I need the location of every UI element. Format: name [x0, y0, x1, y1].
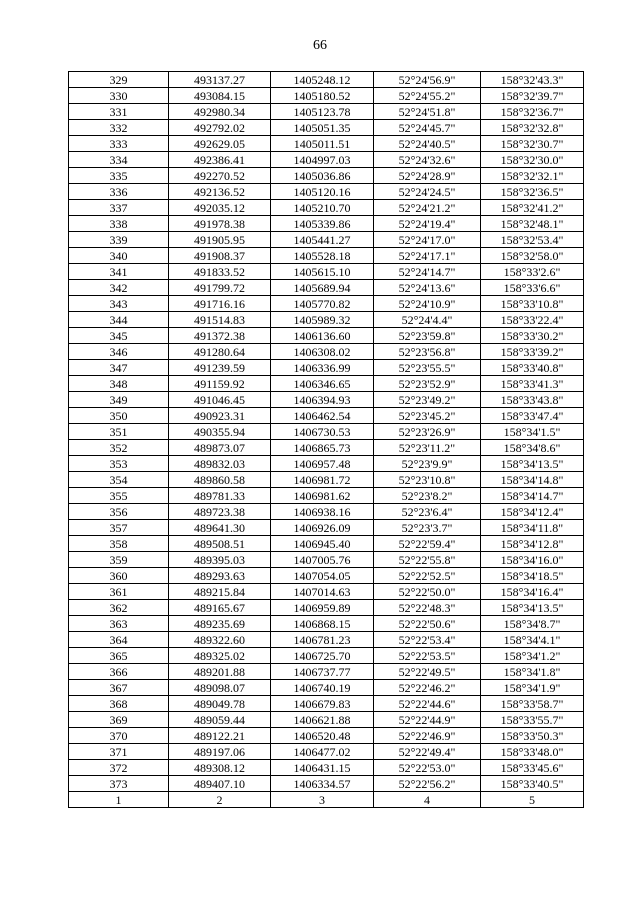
table-row [69, 712, 584, 728]
x-coordinate-cell: 492035.12 [169, 200, 271, 216]
table-row [69, 120, 584, 136]
latitude-cell: 52°22'44.6" [374, 696, 481, 712]
table-row [69, 104, 584, 120]
table-row [69, 616, 584, 632]
x-coordinate-cell: 489641.30 [169, 520, 271, 536]
latitude-cell: 52°23'52.9" [374, 376, 481, 392]
x-coordinate-cell: 491514.83 [169, 312, 271, 328]
table-row [69, 424, 584, 440]
table-row [69, 456, 584, 472]
table-row [69, 504, 584, 520]
point-number-cell: 369 [69, 712, 169, 728]
point-number-cell: 334 [69, 152, 169, 168]
y-coordinate-cell: 1406520.48 [271, 728, 374, 744]
y-coordinate-cell: 1407005.76 [271, 552, 374, 568]
table-row [69, 360, 584, 376]
x-coordinate-cell: 491046.45 [169, 392, 271, 408]
table-row [69, 72, 584, 88]
x-coordinate-cell: 491908.37 [169, 248, 271, 264]
x-coordinate-cell: 491799.72 [169, 280, 271, 296]
table-row [69, 200, 584, 216]
coordinates-table [68, 71, 584, 808]
x-coordinate-cell: 489049.78 [169, 696, 271, 712]
y-coordinate-cell: 1406868.15 [271, 616, 374, 632]
table-row [69, 136, 584, 152]
latitude-cell: 52°23'9.9" [374, 456, 481, 472]
longitude-cell: 158°34'1.5" [481, 424, 584, 440]
longitude-cell: 158°33'22.4" [481, 312, 584, 328]
table-row [69, 488, 584, 504]
point-number-cell: 340 [69, 248, 169, 264]
latitude-cell: 52°24'28.9" [374, 168, 481, 184]
latitude-cell: 52°23'6.4" [374, 504, 481, 520]
longitude-cell: 158°33'41.3" [481, 376, 584, 392]
table-row [69, 296, 584, 312]
point-number-cell: 362 [69, 600, 169, 616]
longitude-cell: 158°32'36.7" [481, 104, 584, 120]
longitude-cell: 158°33'2.6" [481, 264, 584, 280]
point-number-cell: 338 [69, 216, 169, 232]
point-number-cell: 351 [69, 424, 169, 440]
y-coordinate-cell: 1406334.57 [271, 776, 374, 792]
y-coordinate-cell: 1405615.10 [271, 264, 374, 280]
table-row [69, 584, 584, 600]
y-coordinate-cell: 1406621.88 [271, 712, 374, 728]
latitude-cell: 52°22'46.2" [374, 680, 481, 696]
latitude-cell: 52°24'40.5" [374, 136, 481, 152]
y-coordinate-cell: 1406959.89 [271, 600, 374, 616]
longitude-cell: 158°32'32.1" [481, 168, 584, 184]
y-coordinate-cell: 1405180.52 [271, 88, 374, 104]
y-coordinate-cell: 1405989.32 [271, 312, 374, 328]
longitude-cell: 158°33'50.3" [481, 728, 584, 744]
table-row [69, 696, 584, 712]
y-coordinate-cell: 1406394.93 [271, 392, 374, 408]
y-coordinate-cell: 1405051.35 [271, 120, 374, 136]
latitude-cell: 52°22'53.4" [374, 632, 481, 648]
x-coordinate-cell: 491833.52 [169, 264, 271, 280]
latitude-cell: 52°24'19.4" [374, 216, 481, 232]
latitude-cell: 52°22'46.9" [374, 728, 481, 744]
x-coordinate-cell: 492386.41 [169, 152, 271, 168]
x-coordinate-cell: 489781.33 [169, 488, 271, 504]
x-coordinate-cell: 489235.69 [169, 616, 271, 632]
table-body [69, 72, 584, 792]
point-number-cell: 350 [69, 408, 169, 424]
longitude-cell: 158°33'40.5" [481, 776, 584, 792]
y-coordinate-cell: 1406740.19 [271, 680, 374, 696]
x-coordinate-cell: 489723.38 [169, 504, 271, 520]
table-row [69, 776, 584, 792]
longitude-cell: 158°34'14.7" [481, 488, 584, 504]
latitude-cell: 52°23'49.2" [374, 392, 481, 408]
latitude-cell: 52°23'11.2" [374, 440, 481, 456]
y-coordinate-cell: 1406477.02 [271, 744, 374, 760]
y-coordinate-cell: 1405339.86 [271, 216, 374, 232]
point-number-cell: 331 [69, 104, 169, 120]
point-number-cell: 370 [69, 728, 169, 744]
x-coordinate-cell: 493137.27 [169, 72, 271, 88]
y-coordinate-cell: 1406938.16 [271, 504, 374, 520]
column-number-cell: 2 [169, 792, 271, 808]
table-row [69, 568, 584, 584]
point-number-cell: 336 [69, 184, 169, 200]
column-number-row [69, 792, 584, 808]
table-row [69, 664, 584, 680]
y-coordinate-cell: 1405036.86 [271, 168, 374, 184]
latitude-cell: 52°23'45.2" [374, 408, 481, 424]
longitude-cell: 158°32'48.1" [481, 216, 584, 232]
x-coordinate-cell: 491239.59 [169, 360, 271, 376]
latitude-cell: 52°23'59.8" [374, 328, 481, 344]
table-row [69, 248, 584, 264]
y-coordinate-cell: 1405528.18 [271, 248, 374, 264]
point-number-cell: 341 [69, 264, 169, 280]
longitude-cell: 158°34'8.6" [481, 440, 584, 456]
y-coordinate-cell: 1406865.73 [271, 440, 374, 456]
latitude-cell: 52°24'32.6" [374, 152, 481, 168]
longitude-cell: 158°34'16.4" [481, 584, 584, 600]
longitude-cell: 158°33'40.8" [481, 360, 584, 376]
longitude-cell: 158°33'45.6" [481, 760, 584, 776]
longitude-cell: 158°33'39.2" [481, 344, 584, 360]
point-number-cell: 332 [69, 120, 169, 136]
x-coordinate-cell: 492980.34 [169, 104, 271, 120]
point-number-cell: 365 [69, 648, 169, 664]
latitude-cell: 52°24'14.7" [374, 264, 481, 280]
table-row [69, 184, 584, 200]
y-coordinate-cell: 1406957.48 [271, 456, 374, 472]
x-coordinate-cell: 489293.63 [169, 568, 271, 584]
longitude-cell: 158°32'58.0" [481, 248, 584, 264]
x-coordinate-cell: 489197.06 [169, 744, 271, 760]
point-number-cell: 349 [69, 392, 169, 408]
point-number-cell: 343 [69, 296, 169, 312]
longitude-cell: 158°34'18.5" [481, 568, 584, 584]
point-number-cell: 355 [69, 488, 169, 504]
longitude-cell: 158°34'8.7" [481, 616, 584, 632]
longitude-cell: 158°33'55.7" [481, 712, 584, 728]
x-coordinate-cell: 491159.92 [169, 376, 271, 392]
table-row [69, 472, 584, 488]
x-coordinate-cell: 491716.16 [169, 296, 271, 312]
longitude-cell: 158°34'16.0" [481, 552, 584, 568]
x-coordinate-cell: 489395.03 [169, 552, 271, 568]
x-coordinate-cell: 489165.67 [169, 600, 271, 616]
latitude-cell: 52°24'13.6" [374, 280, 481, 296]
latitude-cell: 52°22'50.0" [374, 584, 481, 600]
point-number-cell: 339 [69, 232, 169, 248]
point-number-cell: 363 [69, 616, 169, 632]
x-coordinate-cell: 491372.38 [169, 328, 271, 344]
x-coordinate-cell: 489201.88 [169, 664, 271, 680]
latitude-cell: 52°22'44.9" [374, 712, 481, 728]
y-coordinate-cell: 1406737.77 [271, 664, 374, 680]
point-number-cell: 337 [69, 200, 169, 216]
y-coordinate-cell: 1406336.99 [271, 360, 374, 376]
y-coordinate-cell: 1406981.62 [271, 488, 374, 504]
point-number-cell: 342 [69, 280, 169, 296]
y-coordinate-cell: 1405689.94 [271, 280, 374, 296]
x-coordinate-cell: 489873.07 [169, 440, 271, 456]
point-number-cell: 346 [69, 344, 169, 360]
column-number-cell: 4 [374, 792, 481, 808]
longitude-cell: 158°34'11.8" [481, 520, 584, 536]
y-coordinate-cell: 1405248.12 [271, 72, 374, 88]
y-coordinate-cell: 1406926.09 [271, 520, 374, 536]
y-coordinate-cell: 1406308.02 [271, 344, 374, 360]
table-row [69, 152, 584, 168]
longitude-cell: 158°34'1.8" [481, 664, 584, 680]
latitude-cell: 52°24'17.0" [374, 232, 481, 248]
y-coordinate-cell: 1406781.23 [271, 632, 374, 648]
point-number-cell: 348 [69, 376, 169, 392]
latitude-cell: 52°22'56.2" [374, 776, 481, 792]
point-number-cell: 371 [69, 744, 169, 760]
y-coordinate-cell: 1404997.03 [271, 152, 374, 168]
table-row [69, 632, 584, 648]
latitude-cell: 52°22'49.4" [374, 744, 481, 760]
latitude-cell: 52°22'49.5" [374, 664, 481, 680]
point-number-cell: 357 [69, 520, 169, 536]
table-row [69, 520, 584, 536]
x-coordinate-cell: 489122.21 [169, 728, 271, 744]
table-row [69, 232, 584, 248]
point-number-cell: 347 [69, 360, 169, 376]
x-coordinate-cell: 489308.12 [169, 760, 271, 776]
longitude-cell: 158°33'10.8" [481, 296, 584, 312]
table-row [69, 376, 584, 392]
longitude-cell: 158°33'48.0" [481, 744, 584, 760]
latitude-cell: 52°22'55.8" [374, 552, 481, 568]
table-row [69, 440, 584, 456]
longitude-cell: 158°32'30.0" [481, 152, 584, 168]
y-coordinate-cell: 1405770.82 [271, 296, 374, 312]
latitude-cell: 52°24'17.1" [374, 248, 481, 264]
table-row [69, 600, 584, 616]
point-number-cell: 372 [69, 760, 169, 776]
table-row [69, 216, 584, 232]
x-coordinate-cell: 489832.03 [169, 456, 271, 472]
latitude-cell: 52°24'10.9" [374, 296, 481, 312]
table-row [69, 536, 584, 552]
x-coordinate-cell: 492792.02 [169, 120, 271, 136]
y-coordinate-cell: 1407014.63 [271, 584, 374, 600]
longitude-cell: 158°34'1.2" [481, 648, 584, 664]
x-coordinate-cell: 489325.02 [169, 648, 271, 664]
x-coordinate-cell: 489059.44 [169, 712, 271, 728]
latitude-cell: 52°22'50.6" [374, 616, 481, 632]
table-row [69, 88, 584, 104]
point-number-cell: 354 [69, 472, 169, 488]
y-coordinate-cell: 1405210.70 [271, 200, 374, 216]
longitude-cell: 158°32'30.7" [481, 136, 584, 152]
point-number-cell: 345 [69, 328, 169, 344]
table-row [69, 168, 584, 184]
point-number-cell: 373 [69, 776, 169, 792]
page-number: 66 [313, 38, 327, 53]
table-row [69, 728, 584, 744]
longitude-cell: 158°34'12.4" [481, 504, 584, 520]
longitude-cell: 158°32'32.8" [481, 120, 584, 136]
latitude-cell: 52°23'10.8" [374, 472, 481, 488]
y-coordinate-cell: 1406945.40 [271, 536, 374, 552]
x-coordinate-cell: 491978.38 [169, 216, 271, 232]
point-number-cell: 367 [69, 680, 169, 696]
latitude-cell: 52°23'8.2" [374, 488, 481, 504]
point-number-cell: 352 [69, 440, 169, 456]
x-coordinate-cell: 491280.64 [169, 344, 271, 360]
latitude-cell: 52°22'48.3" [374, 600, 481, 616]
point-number-cell: 330 [69, 88, 169, 104]
table-row [69, 344, 584, 360]
x-coordinate-cell: 490355.94 [169, 424, 271, 440]
table-row [69, 648, 584, 664]
x-coordinate-cell: 489322.60 [169, 632, 271, 648]
point-number-cell: 329 [69, 72, 169, 88]
x-coordinate-cell: 489860.58 [169, 472, 271, 488]
longitude-cell: 158°33'30.2" [481, 328, 584, 344]
point-number-cell: 353 [69, 456, 169, 472]
longitude-cell: 158°34'13.5" [481, 456, 584, 472]
latitude-cell: 52°22'53.5" [374, 648, 481, 664]
point-number-cell: 344 [69, 312, 169, 328]
longitude-cell: 158°32'41.2" [481, 200, 584, 216]
latitude-cell: 52°24'4.4" [374, 312, 481, 328]
longitude-cell: 158°33'58.7" [481, 696, 584, 712]
table-row [69, 744, 584, 760]
longitude-cell: 158°33'43.8" [481, 392, 584, 408]
latitude-cell: 52°24'45.7" [374, 120, 481, 136]
latitude-cell: 52°22'59.4" [374, 536, 481, 552]
table-row [69, 392, 584, 408]
longitude-cell: 158°34'13.5" [481, 600, 584, 616]
latitude-cell: 52°24'21.2" [374, 200, 481, 216]
x-coordinate-cell: 492136.52 [169, 184, 271, 200]
point-number-cell: 335 [69, 168, 169, 184]
table-row [69, 680, 584, 696]
x-coordinate-cell: 489407.10 [169, 776, 271, 792]
column-number-cell: 3 [271, 792, 374, 808]
point-number-cell: 356 [69, 504, 169, 520]
point-number-cell: 361 [69, 584, 169, 600]
y-coordinate-cell: 1406462.54 [271, 408, 374, 424]
table-row [69, 280, 584, 296]
point-number-cell: 333 [69, 136, 169, 152]
longitude-cell: 158°32'43.3" [481, 72, 584, 88]
latitude-cell: 52°24'56.9" [374, 72, 481, 88]
x-coordinate-cell: 491905.95 [169, 232, 271, 248]
table-row [69, 760, 584, 776]
longitude-cell: 158°33'6.6" [481, 280, 584, 296]
point-number-cell: 359 [69, 552, 169, 568]
table-row [69, 328, 584, 344]
y-coordinate-cell: 1405011.51 [271, 136, 374, 152]
y-coordinate-cell: 1407054.05 [271, 568, 374, 584]
longitude-cell: 158°34'14.8" [481, 472, 584, 488]
latitude-cell: 52°23'3.7" [374, 520, 481, 536]
column-number-cell: 1 [69, 792, 169, 808]
y-coordinate-cell: 1406346.65 [271, 376, 374, 392]
y-coordinate-cell: 1406679.83 [271, 696, 374, 712]
latitude-cell: 52°23'56.8" [374, 344, 481, 360]
x-coordinate-cell: 489215.84 [169, 584, 271, 600]
point-number-cell: 368 [69, 696, 169, 712]
longitude-cell: 158°34'12.8" [481, 536, 584, 552]
table-row [69, 312, 584, 328]
y-coordinate-cell: 1406431.15 [271, 760, 374, 776]
column-number-cell: 5 [481, 792, 584, 808]
x-coordinate-cell: 489508.51 [169, 536, 271, 552]
y-coordinate-cell: 1405123.78 [271, 104, 374, 120]
table-row [69, 408, 584, 424]
latitude-cell: 52°24'55.2" [374, 88, 481, 104]
point-number-cell: 364 [69, 632, 169, 648]
longitude-cell: 158°34'1.9" [481, 680, 584, 696]
y-coordinate-cell: 1406730.53 [271, 424, 374, 440]
point-number-cell: 358 [69, 536, 169, 552]
latitude-cell: 52°24'51.8" [374, 104, 481, 120]
latitude-cell: 52°23'26.9" [374, 424, 481, 440]
y-coordinate-cell: 1405120.16 [271, 184, 374, 200]
y-coordinate-cell: 1406136.60 [271, 328, 374, 344]
x-coordinate-cell: 492629.05 [169, 136, 271, 152]
longitude-cell: 158°32'36.5" [481, 184, 584, 200]
latitude-cell: 52°22'52.5" [374, 568, 481, 584]
x-coordinate-cell: 489098.07 [169, 680, 271, 696]
x-coordinate-cell: 490923.31 [169, 408, 271, 424]
y-coordinate-cell: 1406725.70 [271, 648, 374, 664]
point-number-cell: 360 [69, 568, 169, 584]
latitude-cell: 52°22'53.0" [374, 760, 481, 776]
longitude-cell: 158°32'39.7" [481, 88, 584, 104]
latitude-cell: 52°24'24.5" [374, 184, 481, 200]
longitude-cell: 158°34'4.1" [481, 632, 584, 648]
x-coordinate-cell: 493084.15 [169, 88, 271, 104]
y-coordinate-cell: 1406981.72 [271, 472, 374, 488]
point-number-cell: 366 [69, 664, 169, 680]
x-coordinate-cell: 492270.52 [169, 168, 271, 184]
table-row [69, 264, 584, 280]
longitude-cell: 158°32'53.4" [481, 232, 584, 248]
y-coordinate-cell: 1405441.27 [271, 232, 374, 248]
latitude-cell: 52°23'55.5" [374, 360, 481, 376]
table-row [69, 552, 584, 568]
longitude-cell: 158°33'47.4" [481, 408, 584, 424]
